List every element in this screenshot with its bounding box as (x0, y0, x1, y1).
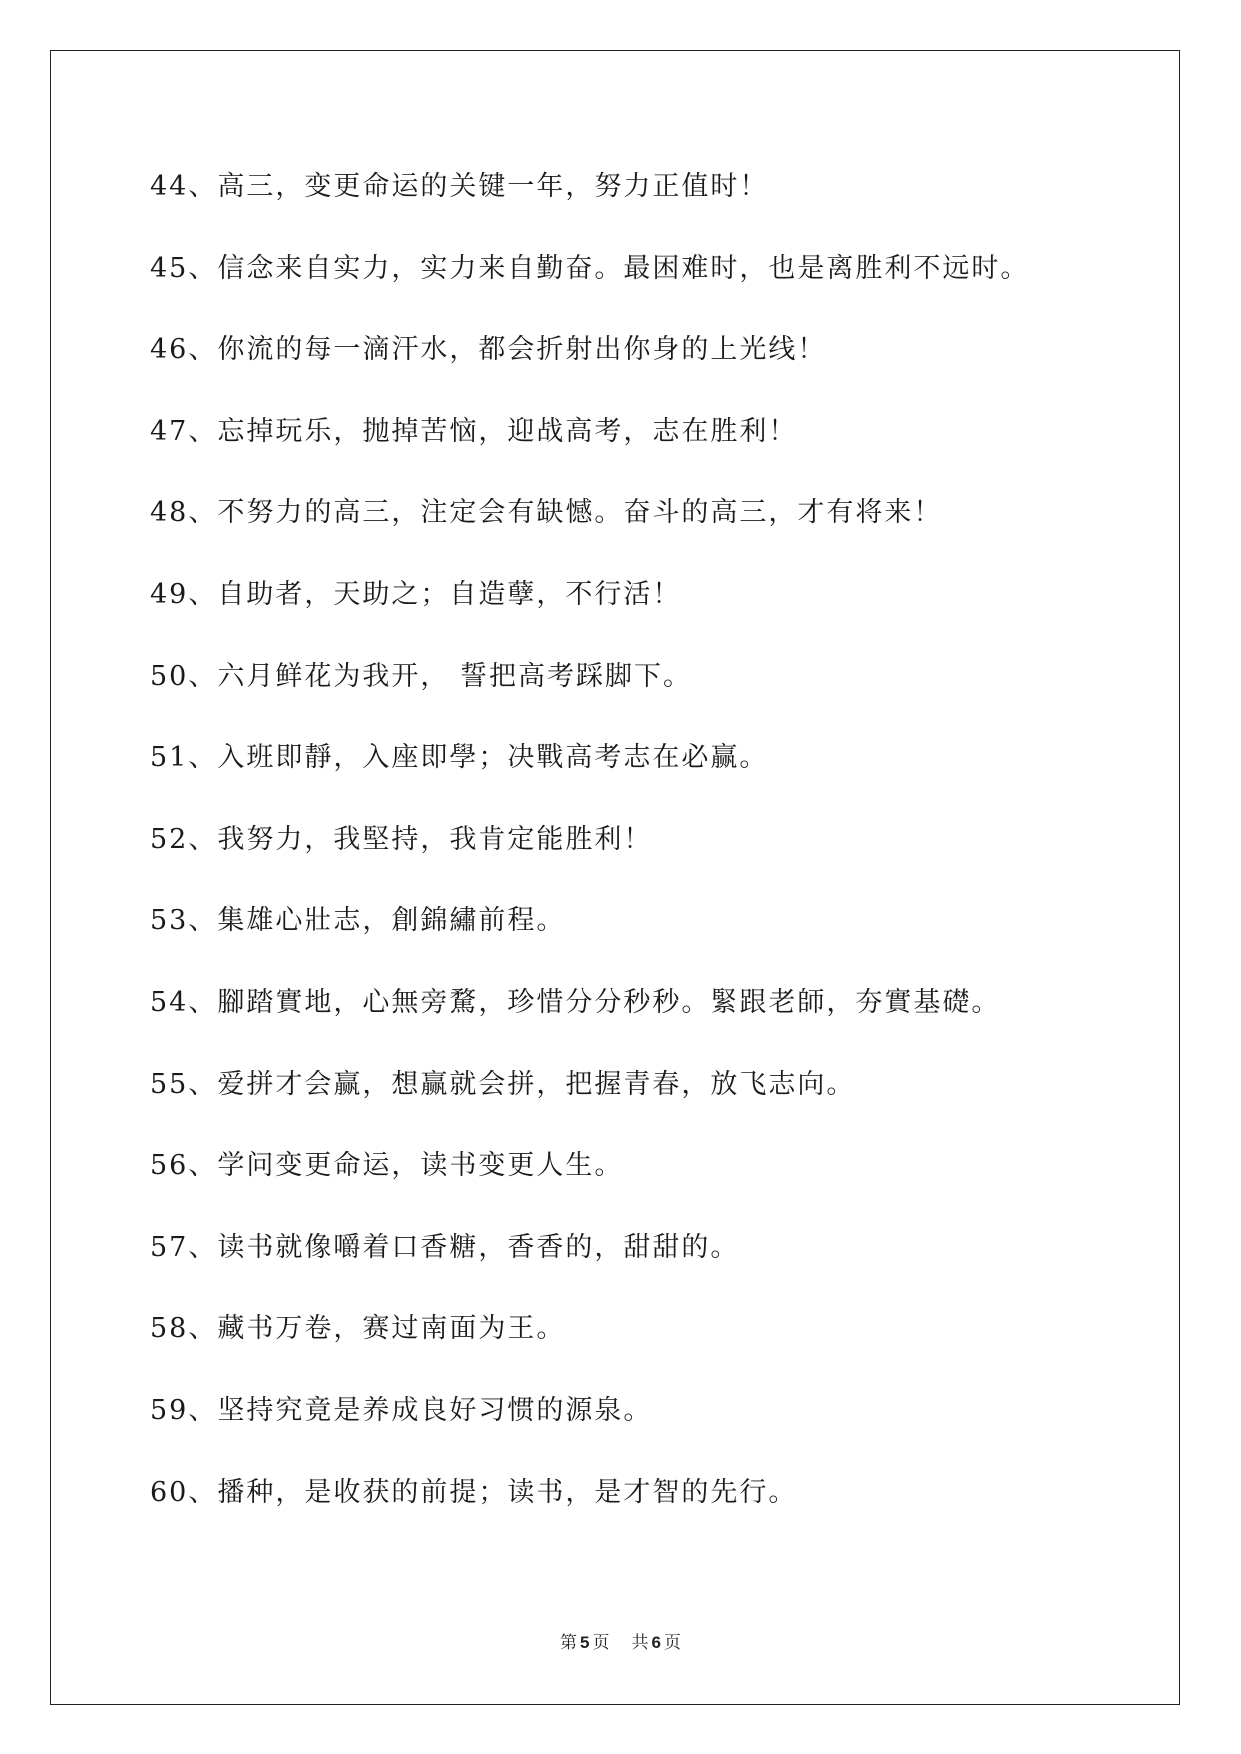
text-line: 49、自助者，天助之；自造孽，不行活！ (150, 578, 682, 610)
total-pages-number: 6 (651, 1633, 661, 1652)
text-list (150, 170, 1150, 1557)
text-line: 51、入班即靜，入座即學；决戰高考志在必赢。 (150, 742, 769, 774)
page-footer (0, 1628, 1241, 1653)
footer-prefix: 第 (560, 1633, 578, 1653)
current-page-number: 5 (580, 1633, 590, 1652)
text-line: 50、六月鲜花为我开， 誓把高考踩脚下。 (150, 660, 692, 692)
text-line: 48、不努力的高三，注定会有缺憾。奋斗的高三，才有将来！ (150, 497, 943, 529)
text-line: 58、藏书万卷，赛过南面为王。 (150, 1313, 566, 1345)
text-line: 53、集雄心壯志，創錦繡前程。 (150, 905, 566, 937)
text-line: 47、忘掉玩乐，抛掉苦恼，迎战高考，志在胜利！ (150, 415, 798, 447)
footer-total-prefix: 共 (631, 1633, 649, 1653)
text-line: 54、腳踏實地，心無旁騖，珍惜分分秒秒。緊跟老師，夯實基礎。 (150, 986, 1001, 1018)
text-line: 46、你流的每一滴汗水，都会折射出你身的上光线！ (150, 334, 827, 366)
footer-total-suffix: 页 (663, 1633, 681, 1653)
text-line: 60、播种，是收获的前提；读书，是才智的先行。 (150, 1476, 798, 1508)
text-line: 44、高三，变更命运的关键一年，努力正值时！ (150, 171, 769, 202)
text-line: 56、学问变更命运，读书变更人生。 (150, 1150, 624, 1182)
text-line: 59、坚持究竟是养成良好习惯的源泉。 (150, 1394, 653, 1426)
text-line: 57、读书就像嚼着口香糖，香香的，甜甜的。 (150, 1231, 740, 1263)
footer-page-suffix: 页 (592, 1633, 610, 1653)
text-line: 52、我努力，我堅持，我肯定能胜利！ (150, 823, 653, 855)
text-line: 55、爱拼才会赢，想赢就会拼，把握青春，放飞志向。 (150, 1068, 856, 1100)
text-line: 45、信念来自实力，实力来自勤奋。最困难时，也是离胜利不远时。 (150, 252, 1030, 284)
